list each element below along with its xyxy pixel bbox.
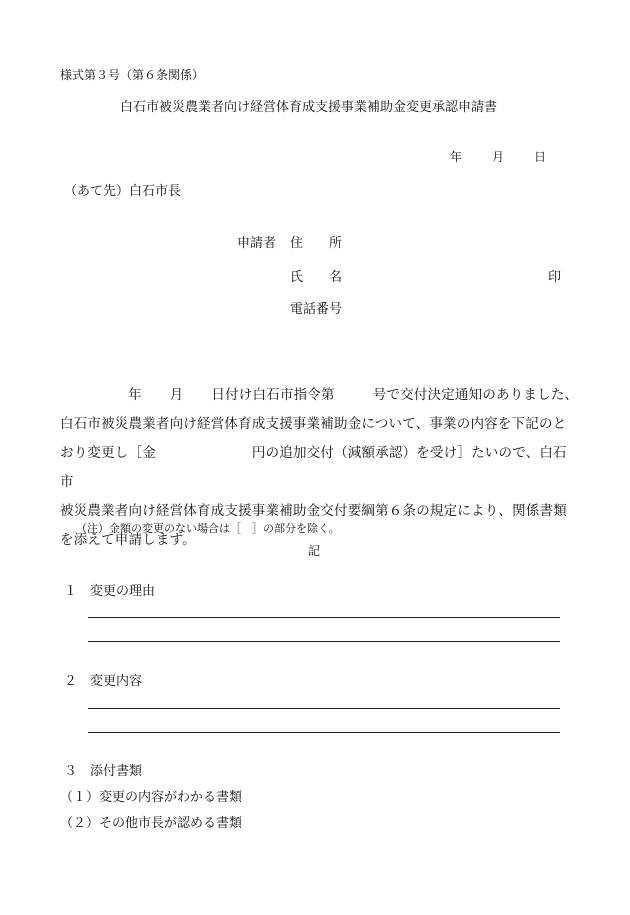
body-text: 日付け白石市指令第	[211, 387, 335, 403]
section-2-heading: ２ 変更内容	[64, 674, 143, 689]
phone-label: 電話番号	[290, 302, 343, 317]
seal-mark: 印	[548, 270, 562, 285]
body-text: おり変更し［金	[60, 445, 156, 461]
form-number: 様式第３号（第６条関係）	[60, 68, 205, 82]
attachment-item-2: （２）その他市長が認める書類	[60, 816, 243, 831]
date-month: 月	[492, 150, 505, 164]
note: （注）金額の変更のない場合は［ ］の部分を除く。	[76, 522, 340, 535]
reason-line-2	[88, 641, 560, 642]
ki-heading: 記	[308, 544, 321, 558]
date-day: 日	[534, 150, 547, 164]
date-year: 年	[450, 150, 463, 164]
section-1-heading: １ 変更の理由	[64, 584, 156, 599]
section-3-heading: ３ 添付書類	[64, 764, 143, 779]
body-line-5: を添えて申請します。	[60, 532, 196, 548]
change-line-1	[88, 708, 560, 709]
body-line-3	[60, 439, 580, 497]
body-text: 円の追加交付（減額承認）を受け］たいので、白石市	[60, 445, 567, 490]
body-line-4: 被災農業者向け経営体育成支援事業補助金交付要綱第６条の規定により、関係書類	[60, 503, 567, 519]
body-month: 月	[169, 387, 184, 403]
name-label: 氏 名	[290, 270, 343, 285]
reason-line-1	[88, 617, 560, 618]
document-title: 白石市被災農業者向け経営体育成支援事業補助金変更承認申請書	[120, 100, 498, 115]
body-year: 年	[128, 387, 142, 403]
applicant-label: 申請者	[237, 236, 277, 251]
body-line-2: 白石市被災農業者向け経営体育成支援事業補助金について、事業の内容を下記のと	[60, 416, 567, 432]
body-text: 号で交付決定通知のありました、	[372, 387, 579, 403]
address-label: 住 所	[290, 236, 343, 251]
body-line-1	[60, 381, 580, 410]
change-line-2	[88, 732, 560, 733]
attachment-item-1: （１）変更の内容がわかる書類	[60, 790, 243, 805]
addressee: （あて先）白石市長	[64, 184, 182, 199]
